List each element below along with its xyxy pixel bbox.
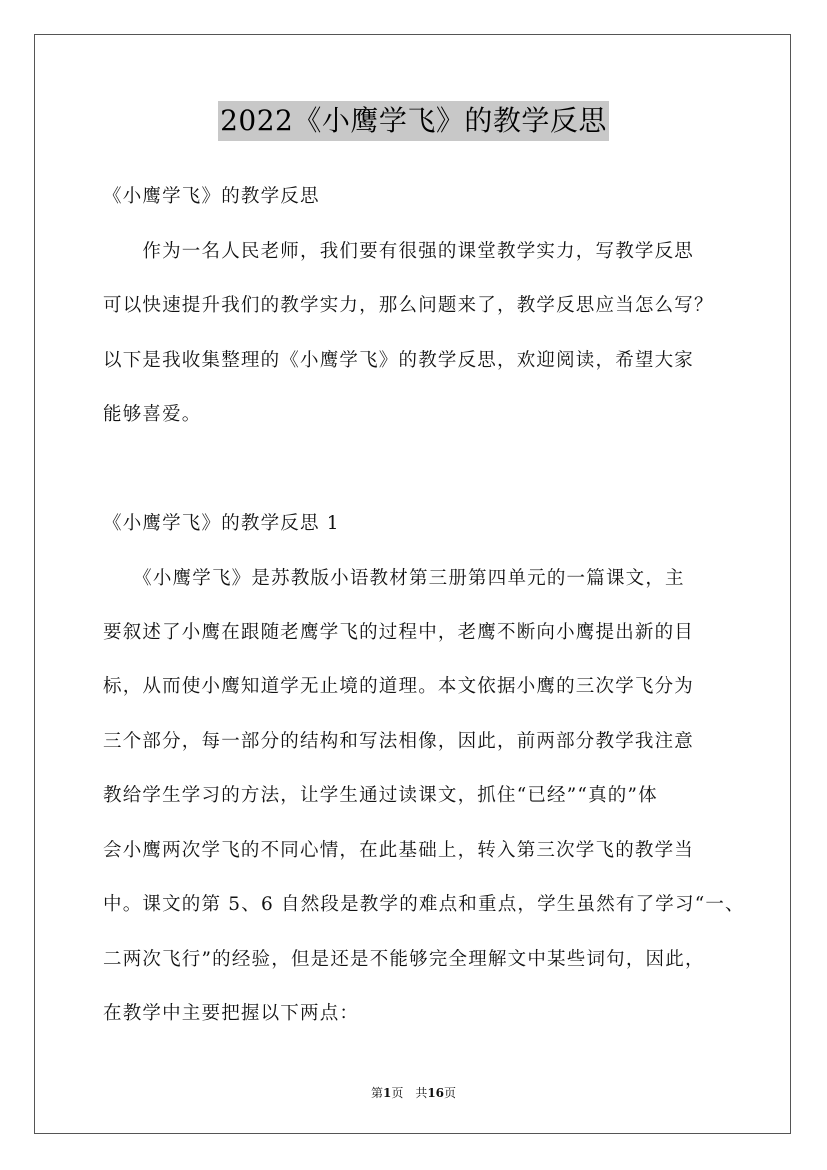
page-footer (0, 1084, 827, 1101)
body-line: 可以快速提升我们的教学实力，那么问题来了，教学反思应当怎么写？ (103, 295, 714, 316)
section-heading: 《小鹰学飞》的教学反思 1 (103, 513, 340, 534)
document-title: 2022《小鹰学飞》的教学反思 (218, 101, 609, 141)
body-line: 在教学中主要把握以下两点： (103, 1003, 360, 1024)
footer-page-total: 16 (427, 1086, 445, 1100)
body-line: 以下是我收集整理的《小鹰学飞》的教学反思，欢迎阅读，希望大家 (103, 350, 695, 371)
body-line: 要叙述了小鹰在跟随老鹰学飞的过程中，老鹰不断向小鹰提出新的目 (103, 622, 695, 643)
body-line: 二两次飞行”的经验，但是还是不能够完全理解文中某些词句，因此， (103, 949, 705, 970)
footer-prefix: 第 (370, 1086, 383, 1100)
body-line: 三个部分，每一部分的结构和写法相像，因此，前两部分教学我注意 (103, 731, 695, 752)
body-line: 中。课文的第 5、6 自然段是教学的难点和重点，学生虽然有了学习“一、 (103, 894, 745, 915)
footer-page-current: 1 (382, 1086, 392, 1100)
body-line: 《小鹰学飞》是苏教版小语教材第三册第四单元的一篇课文，主 (103, 568, 685, 589)
body-line: 教给学生学习的方法，让学生通过读课文，抓住“已经”“真的”体 (103, 785, 658, 806)
title-container (0, 101, 827, 141)
body-line: 能够喜爱。 (103, 404, 202, 425)
body-line: 会小鹰两次学飞的不同心情，在此基础上，转入第三次学飞的教学当 (103, 840, 695, 861)
subtitle-line: 《小鹰学飞》的教学反思 (103, 186, 320, 207)
footer-suffix: 页 (444, 1086, 457, 1100)
body-line: 作为一名人民老师，我们要有很强的课堂教学实力，写教学反思 (103, 241, 695, 262)
body-line: 标，从而使小鹰知道学无止境的道理。本文依据小鹰的三次学飞分为 (103, 676, 695, 697)
footer-mid: 页 共 (391, 1086, 428, 1100)
